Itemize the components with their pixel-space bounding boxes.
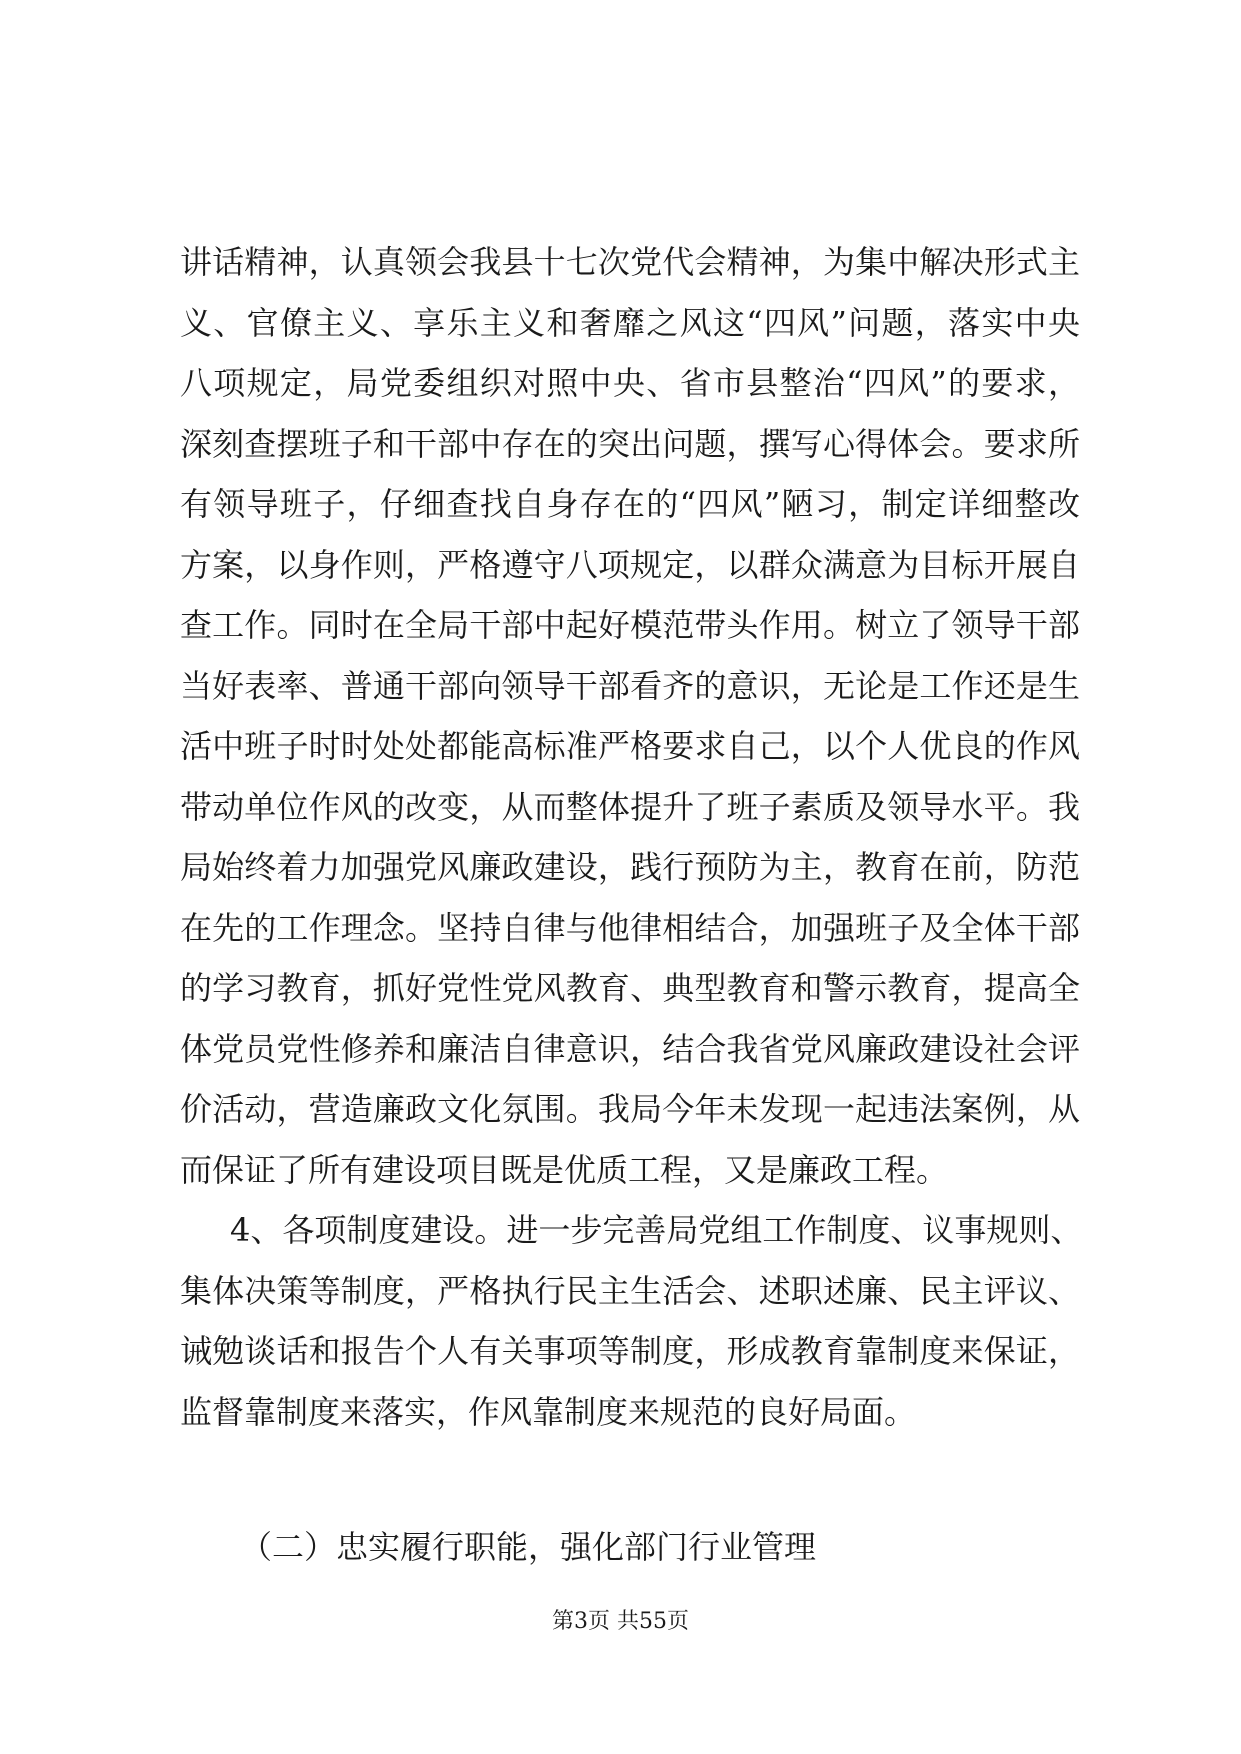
text-line: 而保证了所有建设项目既是优质工程，又是廉政工程。 — [180, 1150, 949, 1189]
text-line: 诫勉谈话和报告个人有关事项等制度，形成教育靠制度来保证， — [180, 1332, 1080, 1370]
text-line: 体党员党性修养和廉洁自律意识，结合我省党风廉政建设社会评 — [180, 1029, 1080, 1068]
text-line: 方案，以身作则，严格遵守八项规定，以群众满意为目标开展自 — [180, 545, 1080, 584]
text-line: 八项规定，局党委组织对照中央、省市县整治“四风”的要求， — [180, 364, 1080, 402]
body-text — [180, 232, 1083, 1442]
text-line: 局始终着力加强党风廉政建设，践行预防为主，教育在前，防范 — [180, 848, 1080, 886]
text-line: 集体决策等制度，严格执行民主生活会、述职述廉、民主评议、 — [180, 1271, 1080, 1310]
page-footer — [0, 1608, 1241, 1636]
text-line: 深刻查摆班子和干部中存在的突出问题，撰写心得体会。要求所 — [180, 424, 1080, 463]
text-line: 当好表率、普通干部向领导干部看齐的意识，无论是工作还是生 — [180, 666, 1080, 705]
text-line: 查工作。同时在全局干部中起好模范带头作用。树立了领导干部 — [180, 606, 1080, 644]
text-line: 的学习教育，抓好党性党风教育、典型教育和警示教育，提高全 — [180, 969, 1080, 1007]
text-line: 4、各项制度建设。进一步完善局党组工作制度、议事规则、 — [230, 1211, 1083, 1249]
text-line: 监督靠制度来落实，作风靠制度来规范的良好局面。 — [180, 1392, 917, 1431]
section-heading: （二）忠实履行职能，强化部门行业管理 — [240, 1528, 817, 1566]
text-line: 在先的工作理念。坚持自律与他律相结合，加强班子及全体干部 — [180, 908, 1080, 947]
text-line: 价活动，营造廉政文化氛围。我局今年未发现一起违法案例，从 — [180, 1090, 1080, 1128]
text-line: 带动单位作风的改变，从而整体提升了班子素质及领导水平。我 — [180, 787, 1080, 826]
page-number: 第3页 共55页 — [552, 1609, 689, 1634]
text-line: 活中班子时时处处都能高标准严格要求自己，以个人优良的作风 — [180, 727, 1080, 765]
text-line: 讲话精神，认真领会我县十七次党代会精神，为集中解决形式主 — [180, 243, 1080, 281]
text-line: 有领导班子，仔细查找自身存在的“四风”陋习，制定详细整改 — [180, 485, 1080, 523]
text-line: 义、官僚主义、享乐主义和奢靡之风这“四风”问题，落实中央 — [180, 303, 1080, 342]
